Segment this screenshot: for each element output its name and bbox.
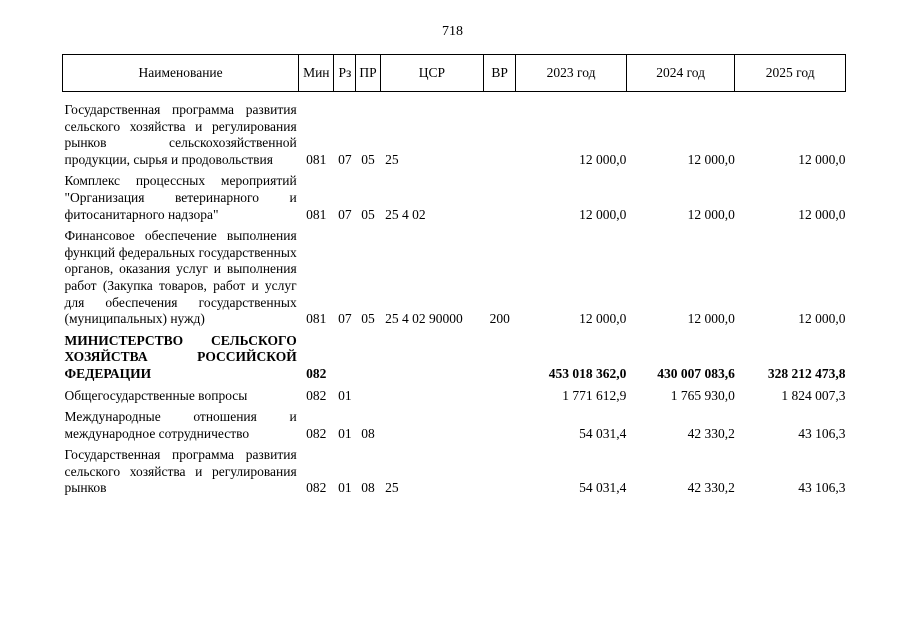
column-header-min: Мин xyxy=(299,55,334,92)
row-min: 082 xyxy=(306,425,327,441)
row-value-2023: 12 000,0 xyxy=(579,151,627,167)
row-value-2025: 12 000,0 xyxy=(798,311,846,327)
row-pr: 08 xyxy=(361,425,375,441)
row-rz: 07 xyxy=(338,311,352,327)
table-row xyxy=(63,447,846,502)
column-header-pr: ПР xyxy=(356,55,380,92)
row-pr xyxy=(356,333,380,388)
row-name: Международные отношения и международное сотрудничество xyxy=(64,409,297,441)
row-value-2023: 1 771 612,9 xyxy=(562,387,627,403)
row-min: 081 xyxy=(306,151,327,167)
row-pr: 08 xyxy=(361,480,375,496)
row-pr: 05 xyxy=(361,206,375,222)
row-vr xyxy=(484,447,516,502)
row-vr xyxy=(484,173,516,228)
row-pr xyxy=(356,388,380,410)
header-row xyxy=(63,55,846,92)
row-name: МИНИСТЕРСТВО СЕЛЬСКОГО ХОЗЯЙСТВА РОССИЙСКОЙ ФЕДЕРАЦИИ xyxy=(64,332,297,381)
row-value-2025: 328 212 473,8 xyxy=(767,365,846,381)
row-csr xyxy=(380,388,484,410)
column-header-name: Наименование xyxy=(63,55,299,92)
row-name: Финансовое обеспечение выполнения функций федеральных государственных органов, оказания услуг и выполнения работ (Закупка товаров, работ и услуг для обеспечения государственных (муниципальных) нужд) xyxy=(64,228,297,327)
column-header-2023: 2023 год xyxy=(516,55,627,92)
row-name: Общегосударственные вопросы xyxy=(64,387,248,403)
table-row xyxy=(63,173,846,228)
row-value-2025: 43 106,3 xyxy=(798,425,846,441)
row-value-2025: 43 106,3 xyxy=(798,480,846,496)
column-header-rz: Рз xyxy=(334,55,356,92)
row-value-2024: 1 765 930,0 xyxy=(670,387,735,403)
table-row xyxy=(63,92,846,174)
table-row xyxy=(63,333,846,388)
row-min: 081 xyxy=(306,206,327,222)
row-vr xyxy=(484,92,516,174)
row-vr xyxy=(484,409,516,447)
row-rz: 07 xyxy=(338,151,352,167)
row-min: 081 xyxy=(306,311,327,327)
row-rz xyxy=(334,333,356,388)
row-rz: 01 xyxy=(338,480,352,496)
row-vr: 200 xyxy=(489,311,510,327)
row-value-2025: 12 000,0 xyxy=(798,151,846,167)
row-pr: 05 xyxy=(361,311,375,327)
row-vr xyxy=(484,333,516,388)
row-rz: 07 xyxy=(338,206,352,222)
row-name: Государственная программа развития сельского хозяйства и регулирования рынков xyxy=(64,447,297,496)
row-value-2025: 12 000,0 xyxy=(798,206,846,222)
row-min: 082 xyxy=(306,480,327,496)
row-value-2024: 12 000,0 xyxy=(687,151,735,167)
row-value-2023: 12 000,0 xyxy=(579,311,627,327)
row-value-2023: 54 031,4 xyxy=(579,425,627,441)
row-csr: 25 4 02 xyxy=(385,206,426,222)
row-value-2024: 12 000,0 xyxy=(687,206,735,222)
page-number: 718 xyxy=(442,24,463,39)
row-value-2023: 54 031,4 xyxy=(579,480,627,496)
row-csr: 25 xyxy=(385,151,399,167)
row-min: 082 xyxy=(306,365,327,381)
row-value-2024: 42 330,2 xyxy=(687,480,735,496)
row-pr: 05 xyxy=(361,151,375,167)
row-vr xyxy=(484,388,516,410)
row-csr: 25 4 02 90000 xyxy=(385,311,463,327)
row-name: Комплекс процессных мероприятий "Организация ветеринарного и фитосанитарного надзора" xyxy=(64,173,297,222)
row-value-2024: 12 000,0 xyxy=(687,311,735,327)
row-value-2025: 1 824 007,3 xyxy=(781,387,846,403)
row-min: 082 xyxy=(306,387,327,403)
table-row xyxy=(63,388,846,410)
row-name: Государственная программа развития сельского хозяйства и регулирования рынков сельскохозяйственной продукции, сырья и продовольствия xyxy=(64,102,297,167)
column-header-csr: ЦСР xyxy=(380,55,484,92)
row-rz: 01 xyxy=(338,387,352,403)
budget-table xyxy=(62,54,846,502)
row-csr: 25 xyxy=(385,480,399,496)
column-header-2024: 2024 год xyxy=(626,55,735,92)
row-value-2024: 42 330,2 xyxy=(687,425,735,441)
table-row xyxy=(63,409,846,447)
row-value-2024: 430 007 083,6 xyxy=(657,365,735,381)
row-rz: 01 xyxy=(338,425,352,441)
table-row xyxy=(63,228,846,333)
row-value-2023: 453 018 362,0 xyxy=(548,365,627,381)
row-value-2023: 12 000,0 xyxy=(579,206,627,222)
column-header-vr: ВР xyxy=(484,55,516,92)
row-csr xyxy=(380,333,484,388)
row-csr xyxy=(380,409,484,447)
column-header-2025: 2025 год xyxy=(735,55,846,92)
